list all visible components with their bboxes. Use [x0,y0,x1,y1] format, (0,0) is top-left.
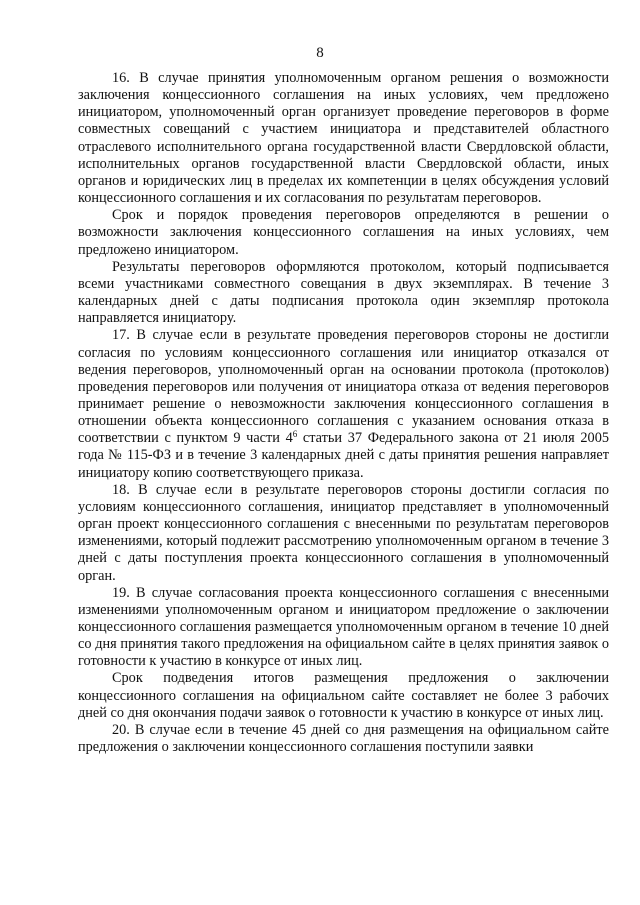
paragraph-20: 20. В случае если в течение 45 дней со дня размещения на официальном сайте предложения о заключении концессионного соглашения поступили заявки [78,721,609,756]
document-body [78,70,609,756]
paragraph-17-superscript: 6 [292,429,298,440]
paragraph-17-text-start: 17. В случае если в результате проведения переговоров стороны не достигли согласия по условиям концессионного соглашения или инициатор отказался от ведения переговоров, уполномоченный орган на основании протокола (протоколов) проведения переговоров или получения от инициатора отказа от ведения переговоров принимает решение о невозможности заключения концессионного соглашения в отношении объекта концессионного соглашения с указанием основания отказа в соответствии с пунктом 9 части 4 [78,327,609,447]
paragraph-negotiation-results: Результаты переговоров оформляются протоколом, который подписывается всеми участниками совместного совещания в двух экземплярах. В течение 3 календарных дней с даты подписания протокола один экземпляр протокола направляется инициатору. [78,258,609,327]
paragraph-18: 18. В случае если в результате переговоров стороны достигли согласия по условиям концессионного соглашения, инициатор представляет в уполномоченный орган проект концессионного соглашения с внесенными по результатам переговоров изменениями, который подлежит рассмотрению уполномоченным органом в течение 3 дней с даты поступления проекта концессионного соглашения в уполномоченный орган. [78,481,609,584]
page-number: 8 [316,45,324,61]
paragraph-results-deadline: Срок подведения итогов размещения предложения о заключении концессионного соглашения на официальном сайте составляет не более 3 рабочих дней со дня окончания подачи заявок о готовности к участию в конкурсе от иных лиц. [78,670,609,721]
paragraph-negotiation-terms: Срок и порядок проведения переговоров определяются в решении о возможности заключения концессионного соглашения на иных условиях, чем предложено инициатором. [78,207,609,258]
paragraph-16: 16. В случае принятия уполномоченным органом решения о возможности заключения концессионного соглашения на иных условиях, чем предложено инициатором, уполномоченный орган организует проведение переговоров в форме совместных совещаний с участием инициатора и представителей областного отраслевого исполнительного органа государственной власти Свердловской области, исполнительных органов государственной власти Свердловской области, иных органов и юридических лиц в пределах их компетенции в целях обсуждения условий концессионного соглашения и их согласования по результатам переговоров. [78,70,609,207]
paragraph-17 [78,327,609,481]
paragraph-17-text-end: статьи 37 Федерального закона от 21 июля 2005 года № 115-ФЗ и в течение 3 календарных дней с даты принятия решения направляет инициатору копию соответствующего приказа. [78,430,609,481]
paragraph-19: 19. В случае согласования проекта концессионного соглашения с внесенными изменениями уполномоченным органом и инициатором предложение о заключении концессионного соглашения размещается уполномоченным органом в течение 10 дней со дня принятия такого предложения на официальном сайте в целях принятия заявок о готовности к участию в конкурсе от иных лиц. [78,584,609,670]
